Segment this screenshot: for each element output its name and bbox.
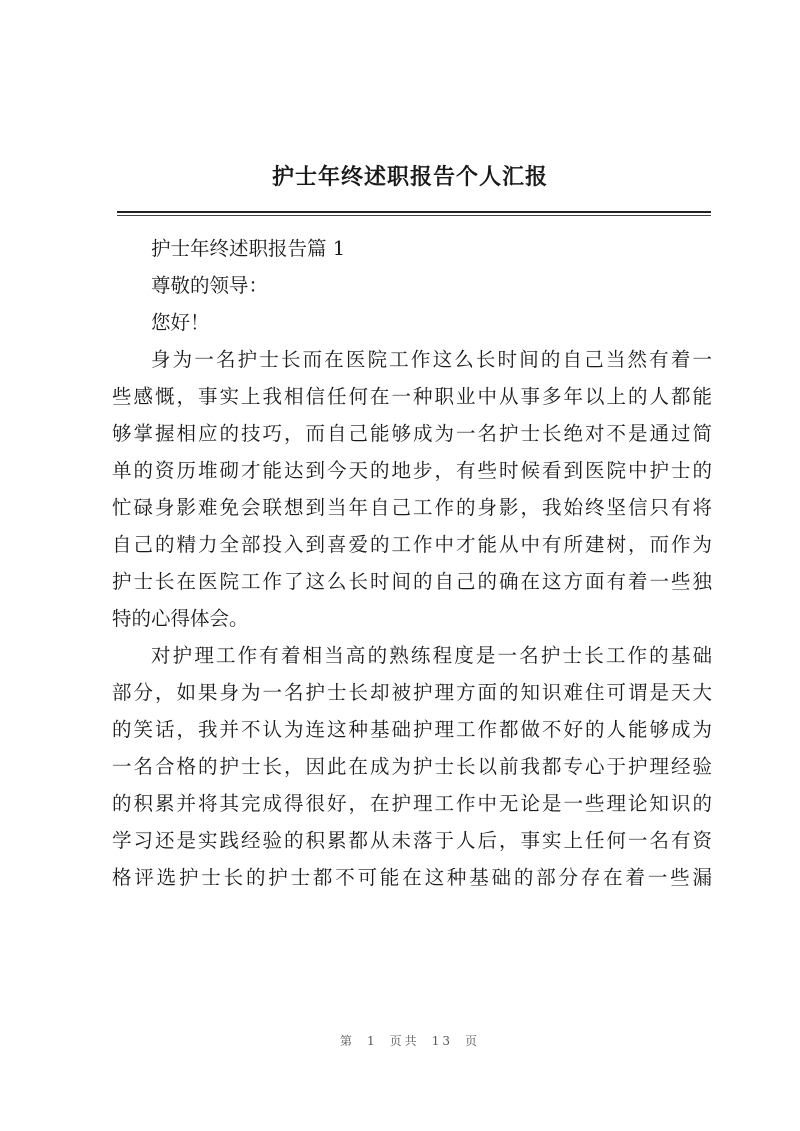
paragraph-1	[112, 341, 712, 637]
document-title: 护士年终述职报告个人汇报	[271, 164, 548, 190]
footer-middle: 页共	[389, 1034, 420, 1048]
footer-prefix: 第	[340, 1034, 356, 1048]
title-rule-thin	[117, 215, 711, 216]
footer-total-pages: 13	[431, 1034, 453, 1048]
page-footer	[0, 1032, 800, 1049]
paragraph-line: 身为一名护士长而在医院工作这么长时间的自己当然有着一	[151, 348, 712, 371]
paragraph-line: 的笑话，我并不认为连这种基础护理工作都做不好的人能够成为	[112, 718, 712, 741]
paragraph-line: 一名合格的护士长，因此在成为护士长以前我都专心于护理经验	[112, 755, 712, 778]
paragraph-line: 忙碌身影难免会联想到当年自己工作的身影，我始终坚信只有将	[112, 496, 712, 519]
paragraph-2	[112, 637, 712, 896]
paragraph-line: 护士长在医院工作了这么长时间的自己的确在这方面有着一些独	[112, 570, 712, 593]
document-body	[112, 230, 712, 896]
section-heading: 护士年终述职报告篇 1	[151, 237, 346, 260]
paragraph-line: 够掌握相应的技巧，而自己能够成为一名护士长绝对不是通过简	[112, 422, 712, 445]
footer-page-number: 1	[367, 1034, 378, 1048]
paragraph-line: 对护理工作有着相当高的熟练程度是一名护士长工作的基础	[151, 644, 712, 667]
footer-suffix: 页	[464, 1034, 480, 1048]
paragraph-line: 自己的精力全部投入到喜爱的工作中才能从中有所建树，而作为	[112, 533, 712, 556]
paragraph-line: 部分，如果身为一名护士长却被护理方面的知识难住可谓是天大	[112, 681, 712, 704]
paragraph-line: 格评选护士长的护士都不可能在这种基础的部分存在着一些漏	[112, 866, 712, 889]
paragraph-line: 学习还是实践经验的积累都从未落于人后，事实上任何一名有资	[112, 829, 712, 852]
paragraph-line: 单的资历堆砌才能达到今天的地步，有些时候看到医院中护士的	[112, 459, 712, 482]
paragraph-line: 些感慨，事实上我相信任何在一种职业中从事多年以上的人都能	[112, 385, 712, 408]
greeting: 您好！	[151, 311, 210, 334]
paragraph-line: 的积累并将其完成得很好，在护理工作中无论是一些理论知识的	[112, 792, 712, 815]
title-rule-thick	[117, 211, 711, 213]
paragraph-line: 特的心得体会。	[112, 607, 249, 630]
salutation: 尊敬的领导：	[151, 274, 269, 297]
